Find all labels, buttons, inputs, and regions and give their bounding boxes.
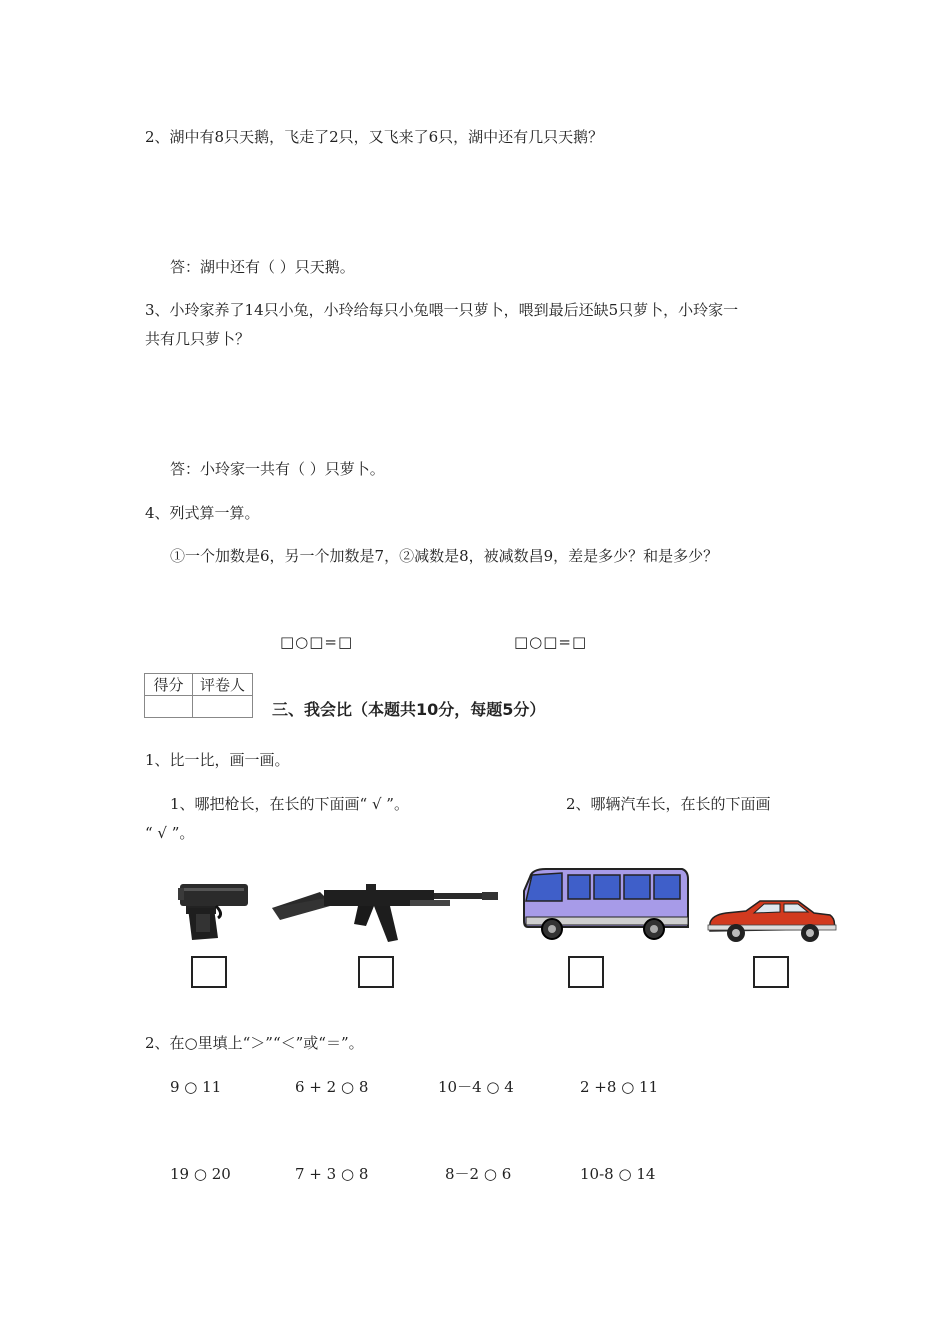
q4-text: ①一个加数是6，另一个加数是7，②减数是8，被减数昌9，差是多少？和是多少？ xyxy=(170,547,719,565)
q4-formula-right: □○□=□ xyxy=(514,633,588,651)
score-cell[interactable] xyxy=(145,696,193,718)
pistol-answer-box[interactable] xyxy=(191,956,227,988)
s3-q1-sub1: 1、哪把枪长，在长的下面画“ √ ”。 xyxy=(170,795,409,813)
q4-formula-left: □○□=□ xyxy=(280,633,354,651)
bus-image xyxy=(522,867,690,943)
compare-item: 8－2 ○ 6 xyxy=(445,1165,512,1183)
compare-item: 7 + 3 ○ 8 xyxy=(295,1165,369,1183)
pistol-image xyxy=(176,880,252,942)
q4-title: 4、列式算一算。 xyxy=(145,504,260,522)
rifle-image xyxy=(270,880,500,944)
compare-item: 10-8 ○ 14 xyxy=(580,1165,656,1183)
bus-answer-box[interactable] xyxy=(568,956,604,988)
compare-item: 9 ○ 11 xyxy=(170,1078,222,1096)
grader-cell[interactable] xyxy=(193,696,253,718)
s3-q2-title: 2、在○里填上“＞”“＜”或“＝”。 xyxy=(145,1034,364,1052)
s3-q1-sub2-line1: 2、哪辆汽车长，在长的下面画 xyxy=(566,795,771,813)
compare-item: 6 + 2 ○ 8 xyxy=(295,1078,369,1096)
grader-label: 评卷人 xyxy=(193,674,253,696)
score-table xyxy=(144,673,253,718)
score-label: 得分 xyxy=(145,674,193,696)
car-answer-box[interactable] xyxy=(753,956,789,988)
compare-item: 19 ○ 20 xyxy=(170,1165,231,1183)
q3-question-line2: 共有几只萝卜？ xyxy=(145,330,251,348)
s3-q1-sub2-line2: “ √ ”。 xyxy=(145,824,195,842)
q3-question-line1: 3、小玲家养了14只小兔，小玲给每只小兔喂一只萝卜，喂到最后还缺5只萝卜，小玲家一 xyxy=(145,301,739,319)
q3-answer: 答：小玲家一共有（ ）只萝卜。 xyxy=(170,460,385,478)
compare-item: 10－4 ○ 4 xyxy=(438,1078,514,1096)
q2-answer: 答：湖中还有（ ）只天鹅。 xyxy=(170,258,355,276)
s3-q1-title: 1、比一比，画一画。 xyxy=(145,751,290,769)
compare-item: 2 +8 ○ 11 xyxy=(580,1078,659,1096)
car-image xyxy=(706,897,838,945)
q2-question: 2、湖中有8只天鹅，飞走了2只，又飞来了6只，湖中还有几只天鹅？ xyxy=(145,128,604,146)
section3-title: 三、我会比（本题共10分，每题5分） xyxy=(272,700,546,719)
rifle-answer-box[interactable] xyxy=(358,956,394,988)
